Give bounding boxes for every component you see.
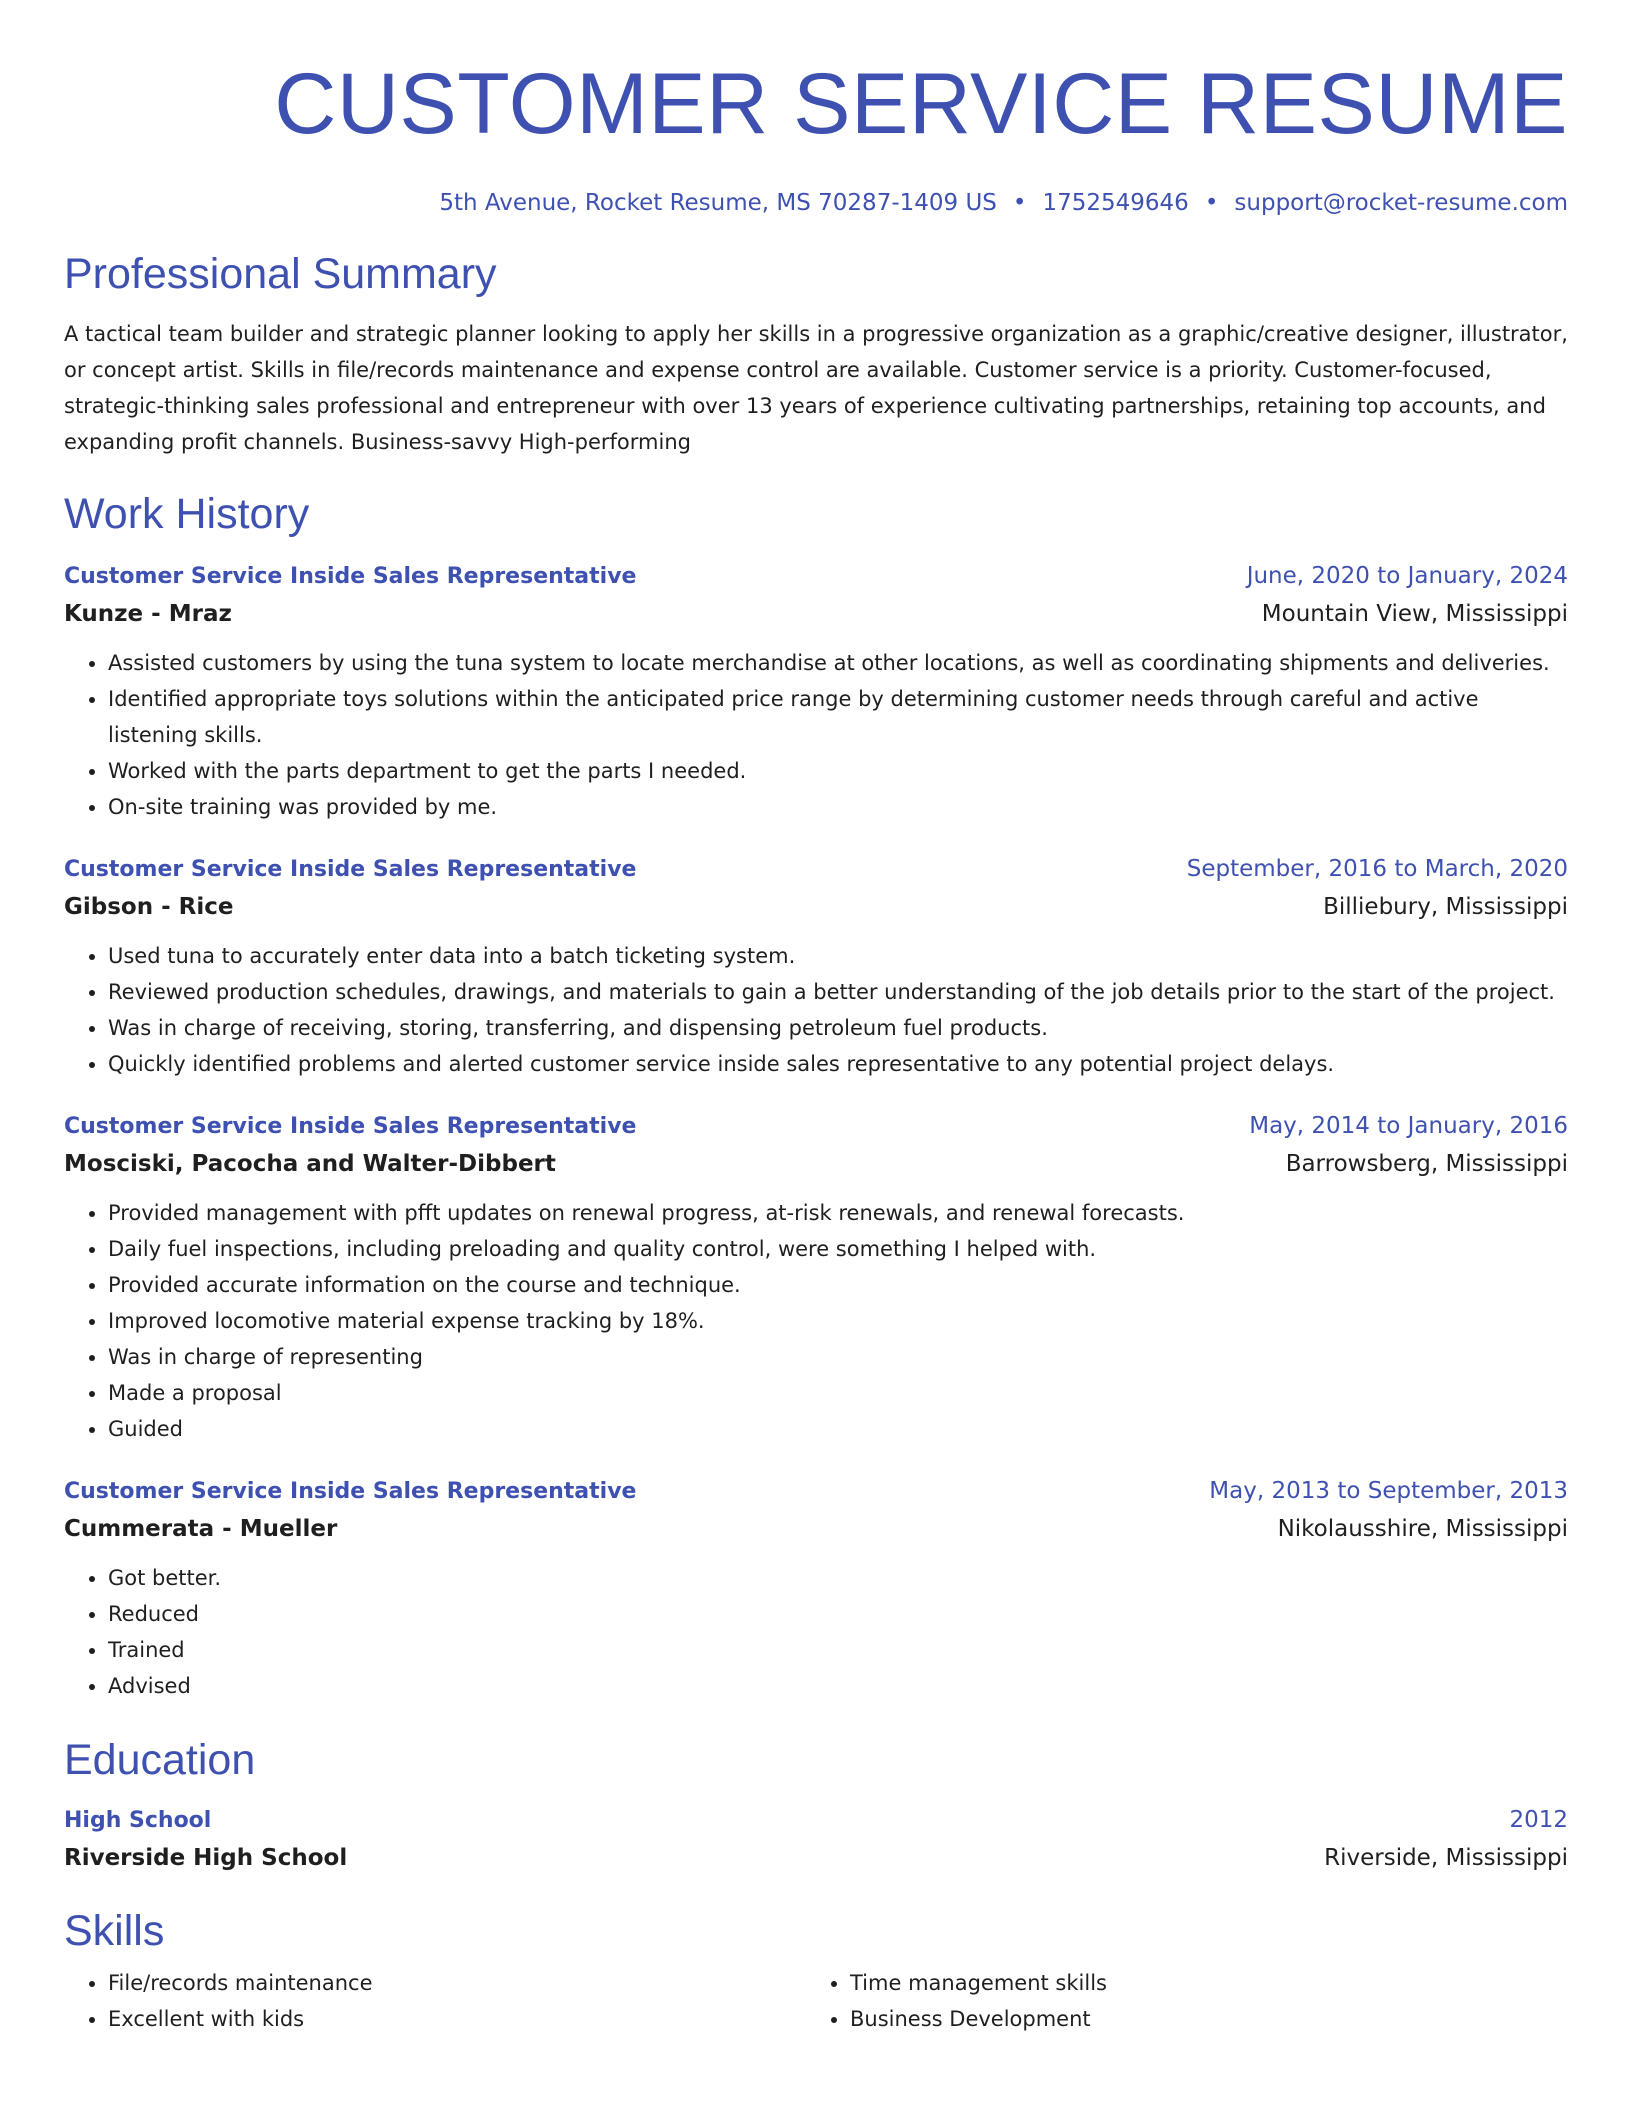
summary-heading: Professional Summary [64,250,497,298]
job-bullet: • Was in charge of receiving, storing, transferring, and dispensing petroleum fuel products. [108,1010,1568,1046]
job-bullets [64,1195,1568,1447]
summary-text: A tactical team builder and strategic planner looking to apply her skills in a progressive organization as a graphic/creative designer, illustrator, or concept artist. Skills in file/records maintenance and expense control are available. Customer service is a priority. Customer-focused, strategic-thinking sales professional and entrepreneur with over 13 years of experience cultivating partnerships, retaining top accounts, and expanding profit channels. Business-savvy High-performing [64,322,1568,454]
skill-item: • Business Development [850,2001,1548,2037]
education-location: Riverside, Mississippi [1324,1845,1568,1871]
job-bullet: • Identified appropriate toys solutions within the anticipated price range by determining customer needs through careful and active listening skills. [108,681,1568,753]
job-title: Customer Service Inside Sales Representative [64,564,637,589]
contact-address: 5th Avenue, Rocket Resume, MS 70287-1409 US [439,190,997,216]
job-dates: May, 2013 to September, 2013 [1209,1478,1568,1504]
skills-column-right [806,1965,1548,2037]
job-bullet: • Reviewed production schedules, drawings, and materials to gain a better understanding of the job details prior to the start of the project. [108,974,1568,1010]
job-bullets [64,938,1568,1082]
skill-item: • File/records maintenance [108,1965,806,2001]
education-heading: Education [64,1736,256,1784]
job-location: Billiebury, Mississippi [1323,894,1568,920]
job-company: Gibson - Rice [64,894,234,920]
contact-separator: • [1204,190,1219,216]
job-bullet: • Quickly identified problems and alerted customer service inside sales representative to any potential project delays. [108,1046,1568,1082]
job-dates: May, 2014 to January, 2016 [1249,1113,1568,1139]
job-title: Customer Service Inside Sales Representative [64,857,637,882]
job-bullet: • Reduced [108,1596,1568,1632]
job-bullets [64,1560,1568,1704]
skill-item: • Excellent with kids [108,2001,806,2037]
job-bullet: • Guided [108,1411,1568,1447]
job-bullet: • Provided accurate information on the course and technique. [108,1267,1568,1303]
resume-header [64,0,1568,218]
skill-item: • Time management skills [850,1965,1548,2001]
job-location: Nikolausshire, Mississippi [1277,1516,1568,1542]
job-location: Mountain View, Mississippi [1261,601,1568,627]
job-bullet: • Daily fuel inspections, including preloading and quality control, were something I helped with. [108,1231,1568,1267]
job-bullet: • Got better. [108,1560,1568,1596]
job-bullet: • Made a proposal [108,1375,1568,1411]
job-dates: September, 2016 to March, 2020 [1186,856,1568,882]
skills-column-left [64,1965,806,2037]
job-bullet: • Used tuna to accurately enter data into a batch ticketing system. [108,938,1568,974]
job-bullet: • Was in charge of representing [108,1339,1568,1375]
work-history-heading: Work History [64,490,310,538]
job-title: Customer Service Inside Sales Representative [64,1479,637,1504]
job-entry [64,851,1568,1082]
education-school: Riverside High School [64,1845,348,1871]
job-company: Kunze - Mraz [64,601,232,627]
contact-separator: • [1012,190,1027,216]
education-year: 2012 [1509,1807,1568,1833]
job-company: Cummerata - Mueller [64,1516,338,1542]
skills-heading: Skills [64,1907,165,1955]
education-degree: High School [64,1808,212,1833]
skills-list [64,1965,1568,2037]
job-entry [64,1108,1568,1447]
job-entry [64,1473,1568,1704]
job-bullet: • Trained [108,1632,1568,1668]
job-bullet: • Advised [108,1668,1568,1704]
contact-email: support@rocket-resume.com [1234,190,1568,216]
job-bullet: • Assisted customers by using the tuna system to locate merchandise at other locations, as well as coordinating shipments and deliveries. [108,645,1568,681]
contact-line [64,188,1568,218]
job-entry [64,558,1568,825]
education-entry [64,1802,1568,1877]
job-bullet: • Provided management with pfft updates on renewal progress, at-risk renewals, and renewal forecasts. [108,1195,1568,1231]
resume-title: CUSTOMER SERVICE RESUME [274,56,1568,152]
job-dates: June, 2020 to January, 2024 [1246,563,1568,589]
job-company: Mosciski, Pacocha and Walter-Dibbert [64,1151,556,1177]
job-bullet: • Worked with the parts department to get the parts I needed. [108,753,1568,789]
job-location: Barrowsberg, Mississippi [1285,1151,1568,1177]
job-bullets [64,645,1568,825]
job-bullet: • On-site training was provided by me. [108,789,1568,825]
contact-phone: 1752549646 [1042,190,1189,216]
job-bullet: • Improved locomotive material expense tracking by 18%. [108,1303,1568,1339]
job-title: Customer Service Inside Sales Representative [64,1114,637,1139]
